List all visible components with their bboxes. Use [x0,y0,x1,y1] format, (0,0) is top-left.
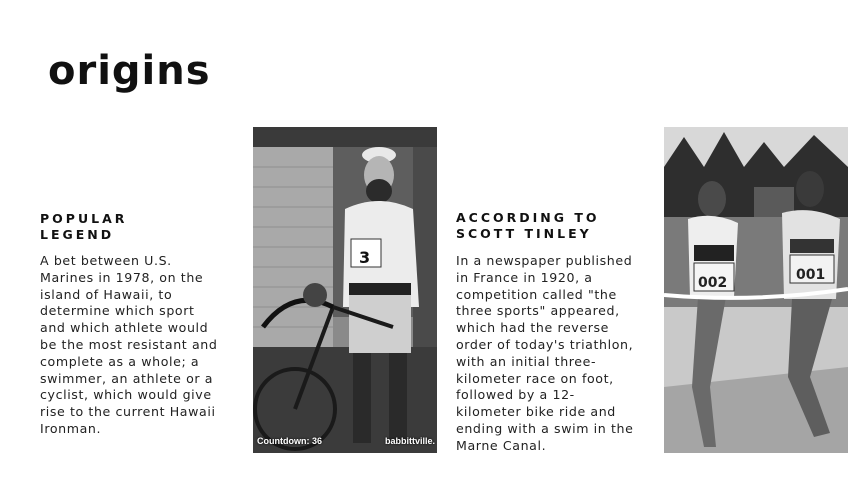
cyclist-photo-image [253,127,437,453]
svg-text:001: 001 [796,267,826,283]
cyclist-photo-caption-right: babbittville. [384,436,435,446]
runners-photo-image [664,127,848,453]
cyclist-photo [253,127,437,453]
svg-text:002: 002 [698,275,728,291]
scott-tinley-body: In a newspaper published in France in 1920, a competition called "the three sports" appeared, which had the reverse order of today's triathlon, with an initial three- kilometer race on foot, followed by a 12- kilometer bike ride and ending with a swim in the Marne Canal. [456,253,634,453]
runners-photo [664,127,848,453]
svg-text:3: 3 [359,248,371,267]
page-title: origins [48,48,211,94]
cyclist-photo-caption-left: Countdown: 36 [257,436,322,446]
popular-legend-body: A bet between U.S. Marines in 1978, on the island of Hawaii, to determine which sport and which athlete would be the most resistant and complete as a whole; a swimmer, an athlete or a cyclist, which would give rise to the current Hawaii Ironman. [40,253,218,436]
scott-tinley-heading: ACCORDING TO SCOTT TINLEY [456,210,600,241]
popular-legend-heading: POPULAR LEGEND [40,211,128,242]
